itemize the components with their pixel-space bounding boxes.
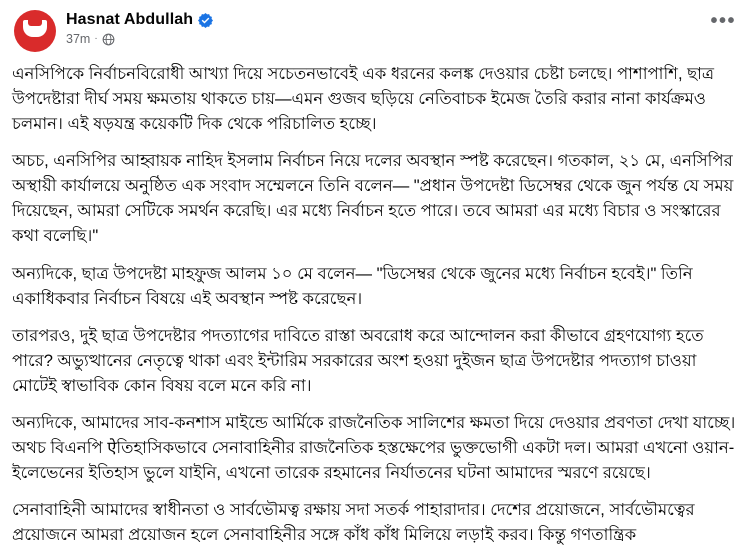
post-more-options-button[interactable]: ••• — [710, 10, 736, 32]
avatar-shape-secondary — [28, 16, 42, 26]
post-timestamp[interactable]: 37m — [66, 32, 91, 46]
meta-separator: · — [94, 33, 98, 44]
post-paragraph: অন্যদিকে, ছাত্র উপদেষ্টা মাহফুজ আলম ১০ মে বলেন— "ডিসেম্বর থেকে জুনের মধ্যে নির্বাচন হবেই।" তিনি একাধিকবার নির্বাচন বিষয়ে এই অবস্থান স্পষ্ট করেছেন। — [12, 264, 693, 308]
post-meta-row — [66, 32, 213, 46]
post-paragraph: এনসিপিকে নির্বাচনবিরোধী আখ্যা দিয়ে সচেতনভাবেই এক ধরনের কলঙ্ক দেওয়ার চেষ্টা চলছে। পাশাপাশি, ছাত্র উপদেষ্টারা দীর্ঘ সময় ক্ষমতায় থাকতে চায়—এমন গুজব ছড়িয়ে নেতিবাচক ইমেজ তৈরি করার নানা কার্যক্রমও চলমান। এই ষড়যন্ত্র কয়েকটি দিক থেকে পরিচালিত হচ্ছে। — [12, 65, 715, 134]
verified-badge-icon — [198, 13, 213, 28]
post-body — [0, 58, 750, 548]
post-paragraph: অন্যদিকে, আমাদের সাব-কনশাস মাইন্ডে আর্মিকে রাজনৈতিক সালিশের ক্ষমতা দিয়ে দেওয়ার প্রবণতা দেখা যাচ্ছে। অথচ বিএনপি ऐতিহাসিকভাবে সেনাবাহিনীর রাজনৈতিক হস্তক্ষেপের ভুক্তভোগী একটা দল। আমরা এখনো ওয়ান-ইলেভেনের ইতিহাস ভুলে যাইনি, এখনো তারেক রহমানের নির্যাতনের ঘটনা আমাদের স্মরণে রয়েছে। — [12, 413, 736, 483]
post-paragraph: সেনাবাহিনী আমাদের স্বাধীনতা ও সার্বভৌমত্ব রক্ষায় সদা সতর্ক পাহারাদার। দেশের প্রয়োজনে, সার্বভৌমত্বের প্রয়োজনে আমরা প্রয়োজন হলে সেনাবাহিনীর সঙ্গে কাঁধ কাঁধ মিলিয়ে লড়াই করব। কিন্তু গণতান্ত্রিক — [12, 501, 695, 545]
post-header — [0, 0, 750, 58]
post-author-block — [66, 10, 213, 46]
globe-icon[interactable] — [102, 33, 115, 46]
author-name-row — [66, 11, 213, 29]
post-paragraph: অচচ, এনসিপির আহ্বায়ক নাহিদ ইসলাম নির্বাচন নিয়ে দলের অবস্থান স্পষ্ট করেছেন। গতকাল, ২১ মে, এনসিপির অস্থায়ী কার্যালয়ে অনুষ্ঠিত এক সংবাদ সম্মেলনে তিনি বলেন— "প্রধান উপদেষ্টা ডিসেম্বর থেকে জুন পর্যন্ত যে সময় দিয়েছেন, আমরা সেটিকে সমর্থন করেছি। এর মধ্যে নির্বাচন হতে পারে। তবে আমরা এর মধ্যে বিচার ও সংস্কারের কথা বলেছি।" — [12, 152, 734, 246]
post-paragraph: তারপরও, দুই ছাত্র উপদেষ্টার পদত্যাগের দাবিতে রাস্তা অবরোধ করে আন্দোলন করা কীভাবে গ্রহণযোগ্য হতে পারে? অভ্যুত্থানের নেতৃত্বে থাকা এবং ইন্টারিম সরকারের অংশ হওয়া দুইজন ছাত্র উপদেষ্টার পদত্যাগ চাওয়া মোটেই স্বাভাবিক কোন বিষয় বলে মনে করি না। — [12, 326, 704, 395]
avatar[interactable] — [14, 10, 56, 52]
author-name[interactable]: Hasnat Abdullah — [66, 11, 194, 28]
